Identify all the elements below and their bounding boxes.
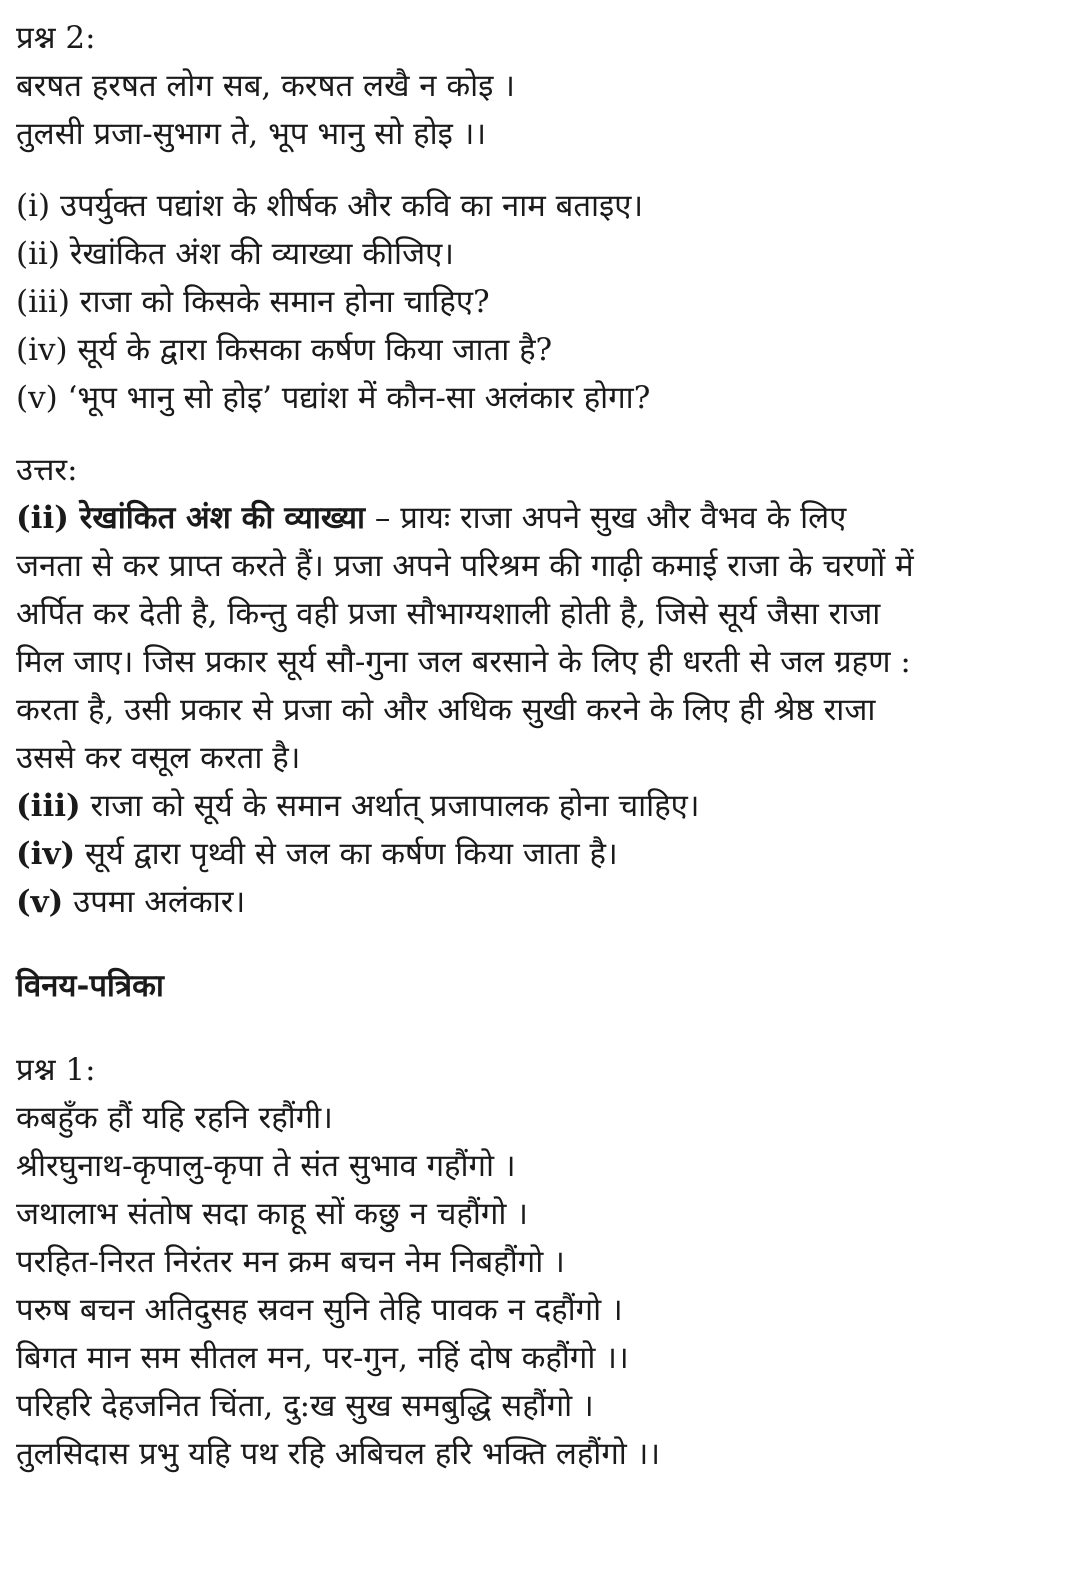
verse-line: श्रीरघुनाथ-कृपालु-कृपा ते संत सुभाव गहौंगो । [16,1148,516,1184]
question-item: (v) ‘भूप भानु सो होइ’ पद्यांश में कौन-सा अलंकार होगा? [16,380,651,416]
answer-v-marker: (v) [16,884,64,920]
verse-line: कबहुँक हौं यहि रहनि रहौंगी। [16,1100,333,1136]
verse-line: परुष बचन अतिदुसह स्रवन सुनि तेहि पावक न दहौंगो । [16,1292,623,1328]
question-1-label: प्रश्न 1: [16,1052,96,1088]
verse-line: बिगत मान सम सीतल मन, पर-गुन, नहिं दोष कहौंगो ।। [16,1340,629,1376]
answer-iii-marker: (iii) [16,788,81,824]
question-item: (i) उपर्युक्त पद्यांश के शीर्षक और कवि का नाम बताइए। [16,188,644,224]
question-2-label: प्रश्न 2: [16,20,96,56]
answer-ii-line: अर्पित कर देती है, किन्तु वही प्रजा सौभाग्यशाली होती है, जिसे सूर्य जैसा राजा [16,596,881,632]
answer-ii-line: करता है, उसी प्रकार से प्रजा को और अधिक सुखी करने के लिए ही श्रेष्ठ राजा [16,692,876,728]
answer-iv-text: सूर्य द्वारा पृथ्वी से जल का कर्षण किया जाता है। [75,836,618,872]
answer-label: उत्तर: [16,452,78,488]
spacer [16,158,1066,182]
verse-line: तुलसिदास प्रभु यहि पथ रहि अबिचल हरि भक्ति लहौंगो ।। [16,1436,661,1472]
spacer [16,1010,1066,1046]
verse-line: जथालाभ संतोष सदा काहू सों कछु न चहौंगो । [16,1196,528,1232]
answer-iv-marker: (iv) [16,836,76,872]
verse-line: तुलसी प्रजा-सुभाग ते, भूप भानु सो होइ ।। [16,116,487,152]
spacer [16,422,1066,446]
document-page [16,14,1066,1478]
answer-ii-heading: (ii) रेखांकित अंश की व्याख्या [16,500,365,536]
section-title: विनय-पत्रिका [16,968,164,1004]
question-item: (iv) सूर्य के द्वारा किसका कर्षण किया जाता है? [16,332,553,368]
answer-ii-first-line [16,494,1066,542]
answer-ii-line: जनता से कर प्राप्त करते हैं। प्रजा अपने परिश्रम की गाढ़ी कमाई राजा के चरणों में [16,548,914,584]
question-item: (iii) राजा को किसके समान होना चाहिए? [16,284,490,320]
answer-v [16,878,1066,926]
answer-ii-line: उससे कर वसूल करता है। [16,740,301,776]
question-item: (ii) रेखांकित अंश की व्याख्या कीजिए। [16,236,454,272]
answer-iii-text: राजा को सूर्य के समान अर्थात् प्रजापालक होना चाहिए। [80,788,700,824]
answer-iv [16,830,1066,878]
answer-iii [16,782,1066,830]
verse-line: बरषत हरषत लोग सब, करषत लखै न कोइ । [16,68,516,104]
answer-ii-line: मिल जाए। जिस प्रकार सूर्य सौ-गुना जल बरसाने के लिए ही धरती से जल ग्रहण : [16,644,911,680]
answer-v-text: उपमा अलंकार। [63,884,246,920]
verse-line: परहित-निरत निरंतर मन क्रम बचन नेम निबहौंगो । [16,1244,565,1280]
spacer [16,926,1066,962]
answer-ii-text: – प्रायः राजा अपने सुख और वैभव के लिए [365,500,847,536]
verse-line: परिहरि देहजनित चिंता, दु:ख सुख समबुद्धि सहौंगो । [16,1388,594,1424]
